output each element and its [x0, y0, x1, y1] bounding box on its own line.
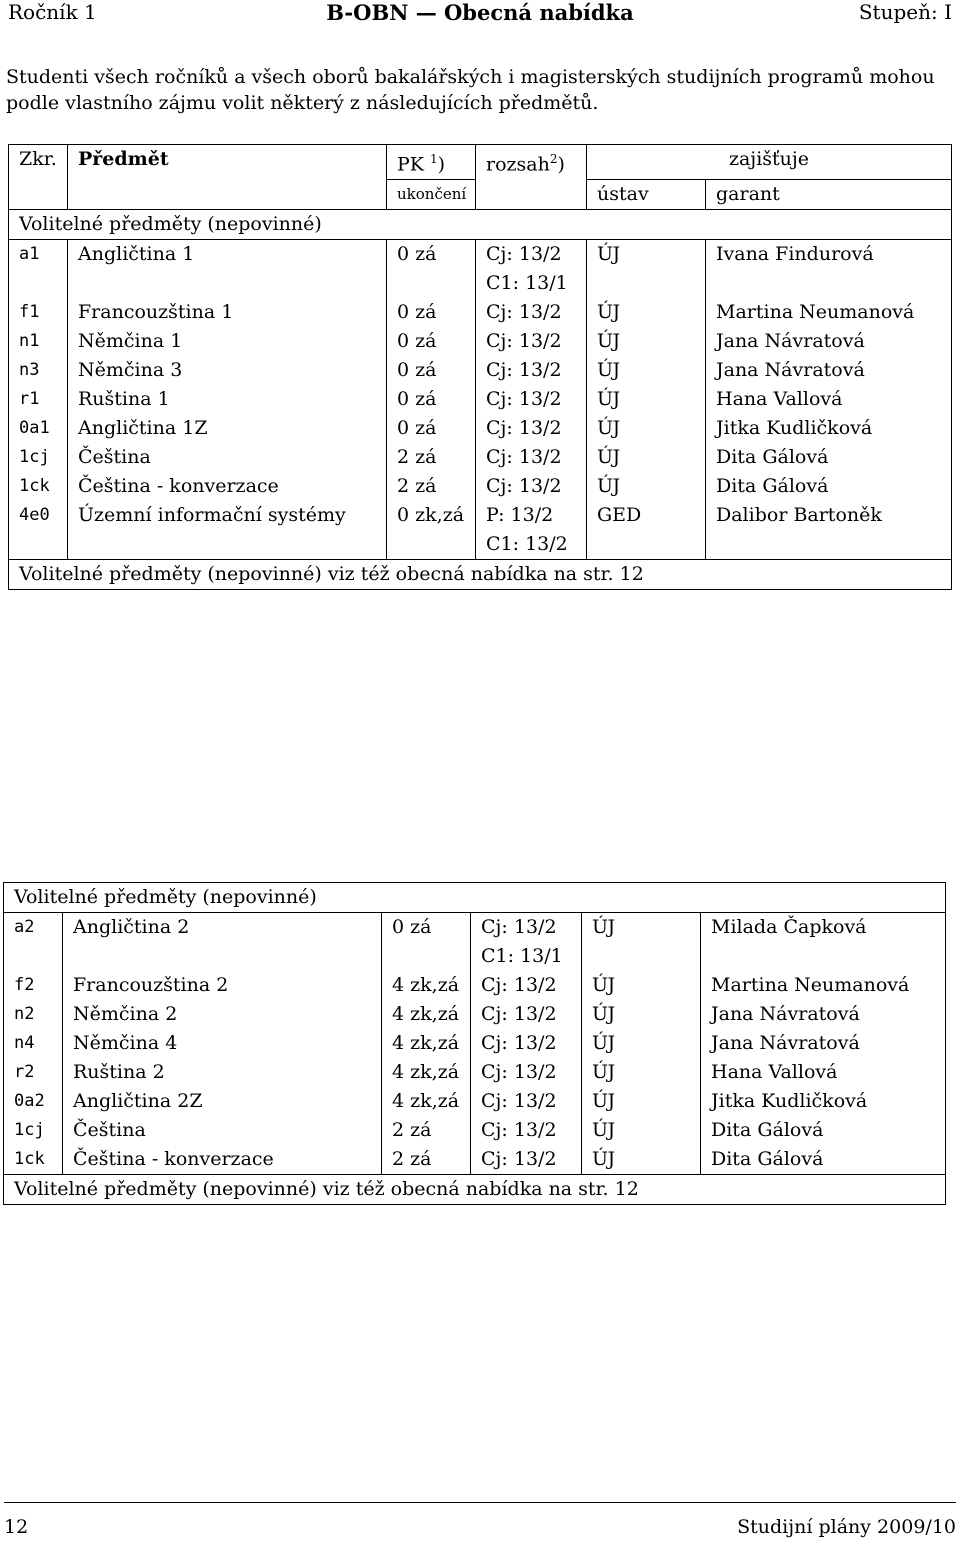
table-cell: Martina Neumanová	[701, 971, 946, 1000]
course-table-1	[8, 144, 952, 590]
table-cell: Čeština	[78, 446, 151, 469]
table-cell: Němčina 2	[73, 1003, 178, 1025]
table-cell: Angličtina 1	[78, 243, 195, 266]
header-guarantor: garant	[706, 180, 952, 210]
table-cell	[701, 942, 946, 971]
table-row	[9, 298, 952, 327]
table-cell: ÚJ	[597, 330, 621, 353]
table-cell: Cj: 13/2	[471, 1000, 582, 1029]
table-cell: Cj: 13/2	[476, 356, 587, 385]
header-provides: zajišťuje	[587, 145, 952, 180]
table-cell: Němčina 4	[73, 1032, 178, 1054]
table-cell	[706, 269, 952, 298]
table-cell: 0a1	[9, 414, 68, 443]
table-footer-row	[4, 1175, 946, 1205]
table-cell: f2	[4, 971, 63, 1000]
course-table-2	[3, 882, 946, 1205]
table-cell: ÚJ	[592, 1090, 616, 1112]
table-cell: ÚJ	[597, 301, 621, 324]
table-subheader-row	[9, 180, 952, 210]
table-cell	[582, 942, 701, 971]
table-cell: Němčina 1	[78, 330, 183, 353]
table-cell: f1	[9, 298, 68, 327]
table-cell: Čeština	[73, 1119, 146, 1141]
table-cell	[4, 942, 63, 971]
table-cell	[68, 269, 387, 298]
table-cell: 2 zá	[382, 1145, 471, 1175]
table-cell: Cj: 13/2	[476, 385, 587, 414]
table-cell: Cj: 13/2	[471, 1087, 582, 1116]
table-cell: 0 zá	[387, 414, 476, 443]
table-cell: 1cj	[4, 1116, 63, 1145]
table-cell: Jana Návratová	[706, 356, 952, 385]
table-cell: Hana Vallová	[706, 385, 952, 414]
table-cell: Francouzština 2	[73, 974, 229, 996]
year-label: Ročník 1	[8, 0, 97, 24]
table-cell	[706, 530, 952, 560]
section-row	[4, 883, 946, 913]
table-cell: ÚJ	[592, 916, 616, 938]
table-cell: 0 zá	[387, 327, 476, 356]
table-cell: ÚJ	[597, 359, 621, 382]
table-row	[9, 240, 952, 270]
table-row	[4, 971, 946, 1000]
table-cell: n1	[9, 327, 68, 356]
table-cell: Ruština 2	[73, 1061, 165, 1083]
table-cell: 0 zá	[387, 356, 476, 385]
header-range: rozsah$^2$)	[476, 145, 587, 180]
table-cell: 0 zk,zá	[387, 501, 476, 530]
table-row	[9, 269, 952, 298]
table-row	[9, 501, 952, 530]
page-header	[8, 0, 952, 26]
table-cell: r1	[9, 385, 68, 414]
table-row	[9, 530, 952, 560]
table-cell: 1ck	[4, 1145, 63, 1175]
table-cell: ÚJ	[597, 243, 621, 266]
table-row	[4, 1000, 946, 1029]
table-cell: ÚJ	[592, 1003, 616, 1025]
table-cell: Cj: 13/2	[471, 1145, 582, 1175]
table-cell: Jitka Kudličková	[701, 1087, 946, 1116]
table-cell: Cj: 13/2	[476, 414, 587, 443]
table-cell	[382, 942, 471, 971]
page-title: B-OBN — Obecná nabídka	[326, 0, 634, 25]
table-cell: Cj: 13/2	[476, 240, 587, 270]
table-cell: Dita Gálová	[706, 472, 952, 501]
table-row	[9, 327, 952, 356]
table-cell: Jitka Kudličková	[706, 414, 952, 443]
table-cell: Dita Gálová	[706, 443, 952, 472]
section-title: Volitelné předměty (nepovinné)	[4, 883, 946, 913]
table-cell: Čeština - konverzace	[78, 475, 279, 498]
table-row	[4, 942, 946, 971]
table-cell: Jana Návratová	[701, 1000, 946, 1029]
table-cell: Cj: 13/2	[471, 1029, 582, 1058]
table-row	[4, 1058, 946, 1087]
table-row	[9, 443, 952, 472]
section-row	[9, 210, 952, 240]
table-cell: Hana Vallová	[701, 1058, 946, 1087]
table-cell: Dita Gálová	[701, 1116, 946, 1145]
table-footnote: Volitelné předměty (nepovinné) viz též obecná nabídka na str. 12	[9, 560, 952, 590]
table-cell: 0 zá	[387, 298, 476, 327]
table-cell	[9, 269, 68, 298]
table-cell: Angličtina 1Z	[78, 417, 208, 440]
table-cell	[476, 180, 587, 210]
table-cell: Čeština - konverzace	[63, 1145, 382, 1175]
table-cell	[9, 530, 68, 560]
table-cell: Územní informační systémy	[78, 504, 346, 527]
table-cell: Cj: 13/2	[476, 472, 587, 501]
table-footer-row	[9, 560, 952, 590]
table-cell: a1	[9, 240, 68, 270]
table-cell: ÚJ	[597, 417, 621, 440]
table-cell	[587, 269, 706, 298]
table-cell: Cj: 13/2	[476, 327, 587, 356]
table-cell: 4 zk,zá	[382, 1058, 471, 1087]
table-cell: ÚJ	[592, 974, 616, 996]
table-cell	[587, 530, 706, 560]
table-cell: 0 zá	[382, 913, 471, 943]
page-footer	[4, 1516, 956, 1542]
table-cell: 1ck	[9, 472, 68, 501]
table-cell: Cj: 13/2	[476, 443, 587, 472]
table-cell: n2	[4, 1000, 63, 1029]
table-footnote: Volitelné předměty (nepovinné) viz též obecná nabídka na str. 12	[4, 1175, 946, 1205]
table-cell	[63, 942, 382, 971]
header-completion: ukončení	[387, 180, 476, 210]
table-cell: C1: 13/1	[476, 269, 587, 298]
table-cell: Jana Návratová	[706, 327, 952, 356]
table-row	[4, 1087, 946, 1116]
header-subject: Předmět	[68, 145, 387, 180]
table-cell: Němčina 3	[78, 359, 183, 382]
table-cell: C1: 13/1	[471, 942, 582, 971]
table-cell: ÚJ	[597, 388, 621, 411]
degree-level: Stupeň: I	[858, 0, 952, 24]
table-cell: Cj: 13/2	[471, 971, 582, 1000]
table-cell: Ruština 1	[78, 388, 170, 411]
table-row	[9, 356, 952, 385]
table-cell: Angličtina 2Z	[73, 1090, 203, 1112]
table-row	[4, 913, 946, 943]
document-title: Studijní plány 2009/10	[737, 1516, 956, 1538]
table-cell: Francouzština 1	[78, 301, 234, 324]
table-row	[9, 414, 952, 443]
table-cell: 1cj	[9, 443, 68, 472]
intro-paragraph: Studenti všech ročníků a všech oborů bakalářských i magisterských studijních programů mohou podle vlastního zájmu volit některý z následujících předmětů.	[6, 66, 935, 114]
table-cell: 4e0	[9, 501, 68, 530]
table-cell: ÚJ	[582, 1145, 701, 1175]
table-cell: Jana Návratová	[701, 1029, 946, 1058]
table-header-row	[9, 145, 952, 180]
table-cell: Dita Gálová	[701, 1145, 946, 1175]
table-cell: Angličtina 2	[73, 916, 190, 938]
table-cell: Milada Čapková	[701, 913, 946, 943]
table-cell: Cj: 13/2	[471, 1116, 582, 1145]
table-cell: 4 zk,zá	[382, 1087, 471, 1116]
table-cell	[9, 180, 68, 210]
table-cell: 2 zá	[387, 443, 476, 472]
page-number: 12	[4, 1516, 29, 1538]
table-cell: 0 zá	[387, 385, 476, 414]
table-cell	[68, 530, 387, 560]
table-cell	[387, 269, 476, 298]
table-cell: Cj: 13/2	[476, 298, 587, 327]
header-pk: PK $^1$)	[387, 145, 476, 180]
table-cell: Ivana Findurová	[706, 240, 952, 270]
table-cell: GED	[597, 504, 642, 527]
header-code: Zkr.	[9, 145, 68, 180]
section-title: Volitelné předměty (nepovinné)	[9, 210, 952, 240]
table-cell: Cj: 13/2	[471, 1058, 582, 1087]
table-cell: ÚJ	[597, 446, 621, 469]
table-cell: Cj: 13/2	[471, 913, 582, 943]
table-cell: C1: 13/2	[476, 530, 587, 560]
table-row	[9, 385, 952, 414]
table-cell: ÚJ	[592, 1119, 616, 1141]
table-cell: Dalibor Bartoněk	[706, 501, 952, 530]
table-cell: 4 zk,zá	[382, 1000, 471, 1029]
table-cell: P: 13/2	[476, 501, 587, 530]
table-cell: Martina Neumanová	[706, 298, 952, 327]
table-cell	[68, 180, 387, 210]
table-row	[4, 1145, 946, 1175]
table-cell: ÚJ	[592, 1061, 616, 1083]
header-institute: ústav	[587, 180, 706, 210]
table-cell	[387, 530, 476, 560]
footer-rule	[4, 1502, 956, 1503]
table-cell: 2 zá	[382, 1116, 471, 1145]
table-cell: ÚJ	[592, 1032, 616, 1054]
table-cell: 0 zá	[387, 240, 476, 270]
table-cell: 4 zk,zá	[382, 1029, 471, 1058]
table-cell: 0a2	[4, 1087, 63, 1116]
table-cell: ÚJ	[597, 475, 621, 498]
table-row	[4, 1116, 946, 1145]
table-cell: r2	[4, 1058, 63, 1087]
table-cell: 2 zá	[387, 472, 476, 501]
table-row	[4, 1029, 946, 1058]
table-row	[9, 472, 952, 501]
table-cell: 4 zk,zá	[382, 971, 471, 1000]
table-cell: n3	[9, 356, 68, 385]
table-cell: n4	[4, 1029, 63, 1058]
table-cell: a2	[4, 913, 63, 943]
